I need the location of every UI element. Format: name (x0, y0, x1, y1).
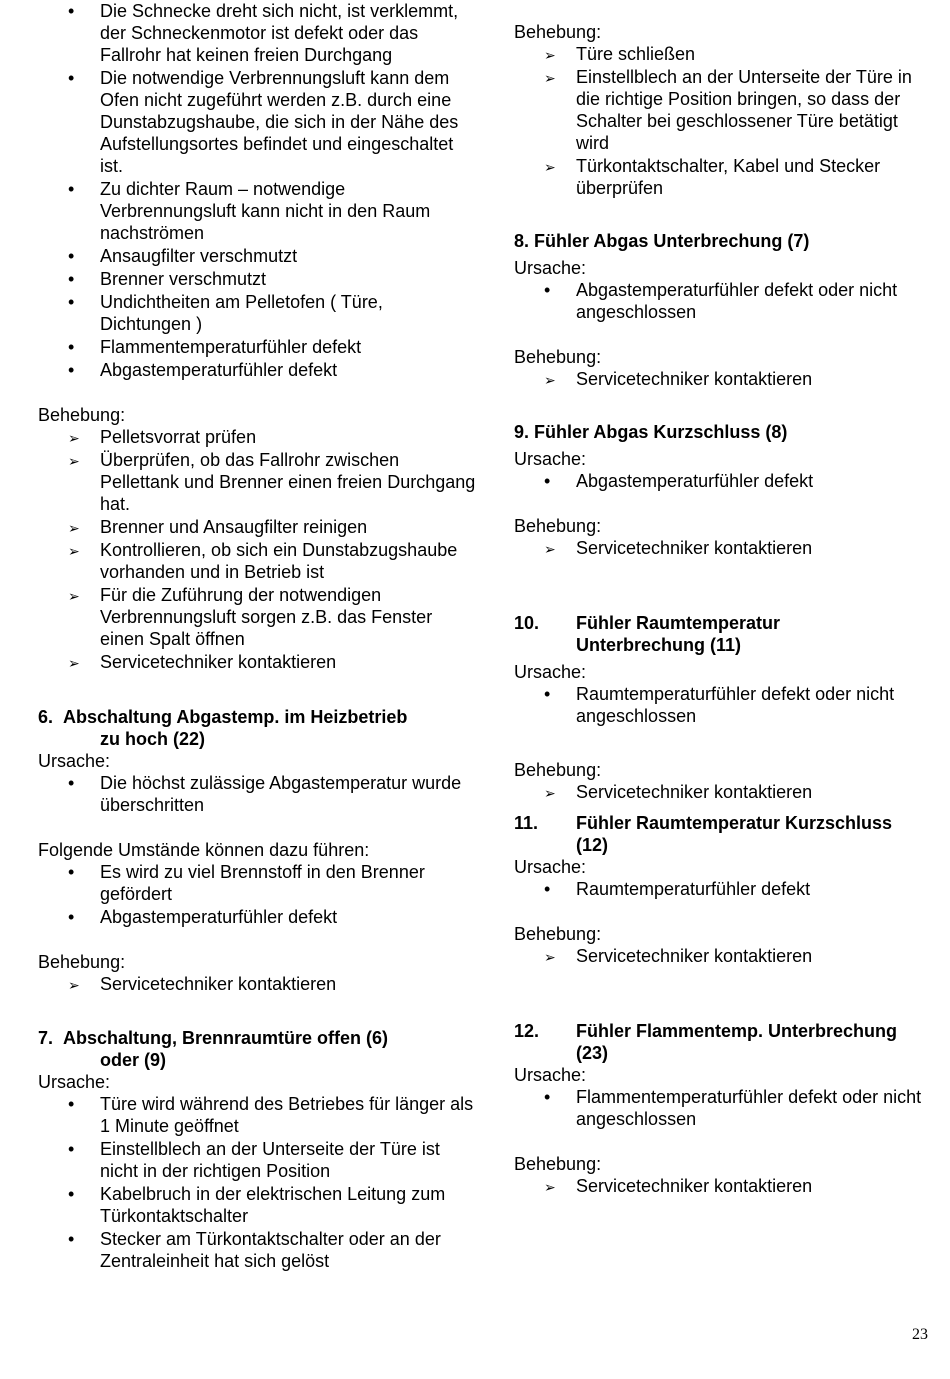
remedy-list (514, 945, 934, 967)
section-9-heading: 9. Fühler Abgas Kurzschluss (8) (514, 422, 788, 442)
list-item: • Die notwendige Verbrennungsluft kann dem Ofen nicht zugeführt werden z.B. durch eine Dunstabzugshaube, die sich in der Nähe des Aufstellungsortes befindet und eingeschaltet ist. (68, 68, 459, 176)
remedy-list (514, 43, 934, 199)
list-item: • Einstellblech an der Unterseite der Türe ist nicht in der richtigen Position (68, 1139, 440, 1181)
list-item: ➢ Servicetechniker kontaktieren (544, 369, 813, 389)
list-item: ➢ Türe schließen (544, 44, 696, 64)
remedy-list (514, 781, 934, 803)
list-item: ➢ Servicetechniker kontaktieren (68, 652, 337, 672)
list-item: • Es wird zu viel Brennstoff in den Brenner gefördert (68, 862, 425, 904)
list-item: ➢ Servicetechniker kontaktieren (544, 538, 813, 558)
section-10-heading: 10. Fühler Raumtemperatur Unterbrechung (11) (514, 613, 781, 655)
list-item: • Undichtheiten am Pelletofen ( Türe, Dichtungen ) (68, 292, 383, 334)
cause-label: Ursache: (514, 662, 587, 682)
list-item: ➢ Für die Zuführung der notwendigen Verbrennungsluft sorgen z.B. das Fenster einen Spalt öffnen (68, 585, 433, 649)
remedy-label: Behebung: (38, 405, 126, 425)
section-11-heading: 11. Fühler Raumtemperatur Kurzschluss (12) (514, 813, 893, 855)
section-12-heading: 12. Fühler Flammentemp. Unterbrechung (23) (514, 1021, 898, 1063)
list-item: • Kabelbruch in der elektrischen Leitung zum Türkontaktschalter (68, 1184, 446, 1226)
list-item: • Flammentemperaturfühler defekt (68, 337, 362, 357)
page-number: 23 (912, 1326, 928, 1343)
section-8-heading: 8. Fühler Abgas Unterbrechung (7) (514, 231, 810, 251)
list-item: • Raumtemperaturfühler defekt (544, 879, 811, 899)
circumstances-label: Folgende Umstände können dazu führen: (38, 840, 370, 860)
cause-list (38, 772, 478, 816)
cause-list (38, 1093, 478, 1272)
cause-list (514, 279, 934, 323)
cause-list-continued (38, 0, 478, 381)
list-item: • Stecker am Türkontaktschalter oder an der Zentraleinheit hat sich gelöst (68, 1229, 441, 1271)
remedy-list (514, 537, 934, 559)
list-item: ➢ Überprüfen, ob das Fallrohr zwischen Pellettank und Brenner einen freien Durchgang hat. (68, 450, 476, 514)
remedy-label: Behebung: (514, 760, 602, 780)
cause-list (514, 1086, 934, 1130)
remedy-label: Behebung: (514, 22, 602, 42)
right-column (514, 0, 934, 1198)
section-7-heading: 7. Abschaltung, Brennraumtüre offen (6) oder (9) (38, 1028, 389, 1070)
list-item: ➢ Servicetechniker kontaktieren (544, 946, 813, 966)
list-item: ➢ Servicetechniker kontaktieren (68, 974, 337, 994)
list-item: ➢ Brenner und Ansaugfilter reinigen (68, 517, 368, 537)
cause-label: Ursache: (514, 1065, 587, 1085)
cause-label: Ursache: (514, 857, 587, 877)
list-item: • Abgastemperaturfühler defekt (68, 360, 338, 380)
list-item: • Ansaugfilter verschmutzt (68, 246, 298, 266)
remedy-list (38, 973, 478, 995)
remedy-label: Behebung: (514, 924, 602, 944)
section-6-heading: 6. Abschaltung Abgastemp. im Heizbetrieb zu hoch (22) (38, 707, 408, 749)
remedy-list (514, 368, 934, 390)
remedy-label: Behebung: (514, 347, 602, 367)
list-item: ➢ Kontrollieren, ob sich ein Dunstabzugshaube vorhanden und in Betrieb ist (68, 540, 458, 582)
cause-label: Ursache: (514, 258, 587, 278)
cause-label: Ursache: (38, 1072, 111, 1092)
list-item: • Brenner verschmutzt (68, 269, 267, 289)
list-item: ➢ Servicetechniker kontaktieren (544, 782, 813, 802)
list-item: • Die Schnecke dreht sich nicht, ist verklemmt, der Schneckenmotor ist defekt oder das Fallrohr hat keinen freien Durchgang (68, 1, 459, 65)
list-item: • Die höchst zulässige Abgastemperatur wurde überschritten (68, 773, 462, 815)
list-item: ➢ Servicetechniker kontaktieren (544, 1176, 813, 1196)
left-column (38, 0, 478, 1273)
circumstances-list (38, 861, 478, 928)
list-item: • Abgastemperaturfühler defekt (544, 471, 814, 491)
list-item: • Abgastemperaturfühler defekt (68, 907, 338, 927)
remedy-label: Behebung: (514, 516, 602, 536)
list-item: ➢ Einstellblech an der Unterseite der Türe in die richtige Position bringen, so dass der Schalter bei geschlossener Türe betätigt wird (544, 67, 912, 153)
cause-label: Ursache: (514, 449, 587, 469)
list-item: • Flammentemperaturfühler defekt oder nicht angeschlossen (544, 1087, 922, 1129)
remedy-list (514, 1175, 934, 1197)
list-item: • Türe wird während des Betriebes für länger als 1 Minute geöffnet (68, 1094, 474, 1136)
remedy-label: Behebung: (514, 1154, 602, 1174)
remedy-label: Behebung: (38, 952, 126, 972)
list-item: • Zu dichter Raum – notwendige Verbrennungsluft kann nicht in den Raum nachströmen (68, 179, 431, 243)
cause-label: Ursache: (38, 751, 111, 771)
remedy-list (38, 426, 478, 673)
cause-list (514, 878, 934, 900)
cause-list (514, 683, 934, 727)
list-item: ➢ Türkontaktschalter, Kabel und Stecker überprüfen (544, 156, 881, 198)
cause-list (514, 470, 934, 492)
list-item: • Abgastemperaturfühler defekt oder nicht angeschlossen (544, 280, 898, 322)
list-item: ➢ Pelletsvorrat prüfen (68, 427, 257, 447)
list-item: • Raumtemperaturfühler defekt oder nicht angeschlossen (544, 684, 895, 726)
